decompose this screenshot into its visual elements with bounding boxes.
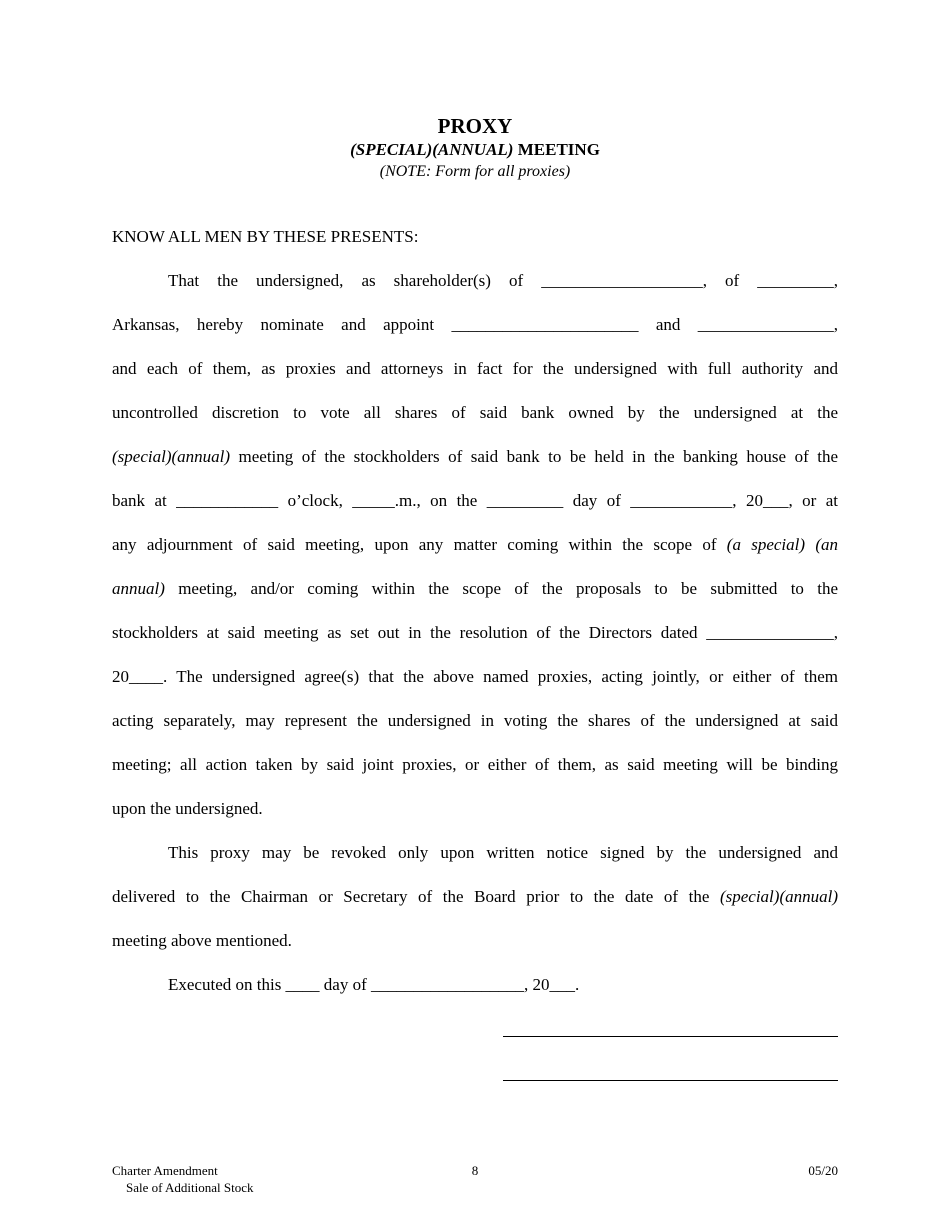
paragraph-1-line-1: That the undersigned, as shareholder(s) of ___________________, of _________, — [168, 271, 838, 290]
paragraph-1-line-4: uncontrolled discretion to vote all shares of said bank owned by the undersigned at the — [112, 403, 838, 422]
footer-doc-subtitle: Sale of Additional Stock — [126, 1180, 254, 1195]
meeting-scope-italic-cont: annual) — [112, 579, 165, 598]
paragraph-1-line-7-text: any adjournment of said meeting, upon any matter coming within the scope of — [112, 535, 727, 554]
subtitle-italic: (SPECIAL)(ANNUAL) — [350, 140, 514, 159]
form-note: (NOTE: Form for all proxies) — [379, 163, 571, 180]
paragraph-1-line-10: 20____. The undersigned agree(s) that the above named proxies, acting jointly, or either of them — [112, 667, 838, 686]
title-block — [0, 113, 950, 183]
paragraph-1-line-3: and each of them, as proxies and attorneys in fact for the undersigned with full authority and — [112, 359, 838, 378]
paragraph-1-line-8-text: meeting, and/or coming within the scope of the proposals to be submitted to the — [164, 579, 838, 598]
paragraph-1-line-5-text: meeting of the stockholders of said bank to be held in the banking house of the — [230, 447, 838, 466]
paragraph-1-line-6: bank at ____________ o’clock, _____.m., on the _________ day of ____________, 20___, or at — [112, 491, 838, 510]
footer-doc-title: Charter Amendment — [112, 1163, 218, 1178]
meeting-scope-italic: (a special) (an — [726, 535, 838, 554]
paragraph-1-line-5 — [112, 446, 838, 468]
meeting-type-italic: (special)(annual) — [112, 447, 231, 466]
page-number: 8 — [471, 1163, 479, 1178]
paragraph-1-line-2: Arkansas, hereby nominate and appoint ______________________ and ________________, — [112, 315, 838, 334]
signature-line-2 — [503, 1080, 838, 1081]
paragraph-1-line-13: upon the undersigned. — [112, 799, 263, 818]
footer-date: 05/20 — [808, 1163, 838, 1178]
paragraph-1-line-11: acting separately, may represent the undersigned in voting the shares of the undersigned at said — [112, 711, 838, 730]
document-subtitle — [0, 139, 950, 161]
paragraph-2-line-2 — [112, 886, 838, 908]
paragraph-2-line-1: This proxy may be revoked only upon written notice signed by the undersigned and — [168, 843, 838, 862]
paragraph-1-line-8 — [112, 578, 838, 600]
paragraph-1-line-7 — [112, 534, 838, 556]
meeting-type-italic-2: (special)(annual) — [719, 887, 838, 906]
paragraph-1-line-9: stockholders at said meeting as set out in the resolution of the Directors dated _______________, — [112, 623, 838, 642]
opening-line: KNOW ALL MEN BY THESE PRESENTS: — [112, 227, 419, 246]
document-title: PROXY — [437, 114, 513, 138]
executed-line: Executed on this ____ day of __________________, 20___. — [168, 975, 580, 994]
paragraph-1-line-12: meeting; all action taken by said joint proxies, or either of them, as said meeting will be binding — [112, 755, 838, 774]
paragraph-2-line-2-text: delivered to the Chairman or Secretary of the Board prior to the date of the — [112, 887, 720, 906]
signature-line-1 — [503, 1036, 838, 1037]
paragraph-2-line-3: meeting above mentioned. — [112, 931, 292, 950]
subtitle-rest: MEETING — [513, 140, 600, 159]
